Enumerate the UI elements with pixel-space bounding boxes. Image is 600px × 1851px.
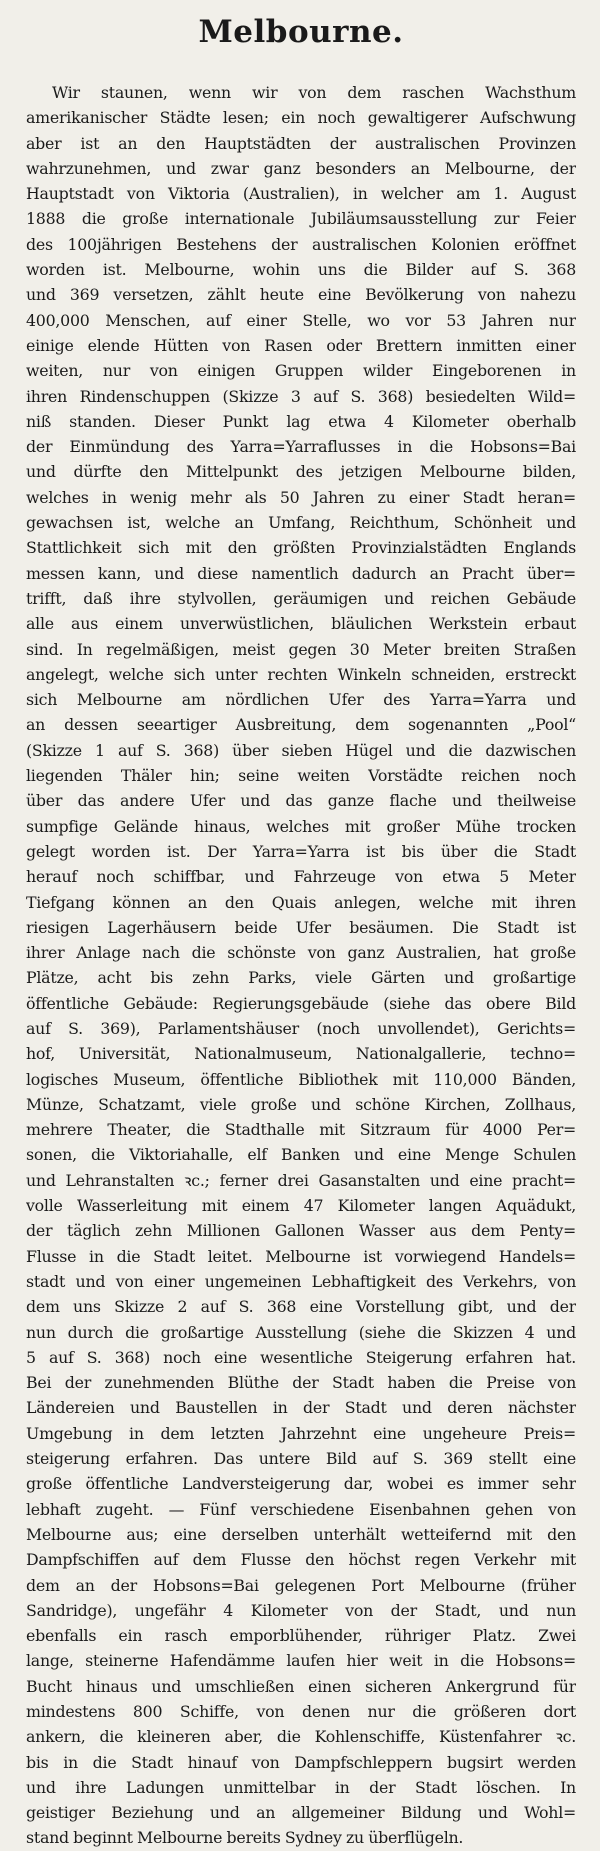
text-line: (Skizze 1 auf S. 368) über sieben Hügel und die dazwischen bbox=[26, 740, 576, 760]
text-line: 400,000 Menschen, auf einer Stelle, wo vor 53 Jahren nur bbox=[26, 310, 576, 330]
text-line: der Einmündung des Yarra=Yarraflusses in die Hobsons=Bai bbox=[26, 437, 576, 457]
text-line: angelegt, welche sich unter rechten Winkeln schneiden, erstreckt bbox=[26, 664, 576, 684]
text-line: Münze, Schatzamt, viele große und schöne Kirchen, Zollhaus, bbox=[26, 1094, 576, 1114]
text-line: und ihre Ladungen unmittelbar in der Stadt löschen. In bbox=[26, 1777, 576, 1797]
text-line: große öffentliche Landversteigerung dar, wobei es immer sehr bbox=[26, 1474, 576, 1494]
text-line: aber ist an den Hauptstädten der australischen Provinzen bbox=[26, 133, 576, 153]
text-line: gelegt worden ist. Der Yarra=Yarra ist bis über die Stadt bbox=[26, 841, 576, 861]
text-line: ihren Rindenschuppen (Skizze 3 auf S. 368) besiedelten Wild= bbox=[26, 386, 576, 406]
text-line: Bei der zunehmenden Blüthe der Stadt haben die Preise von bbox=[26, 1373, 576, 1393]
text-line: ebenfalls ein rasch emporblühender, rühriger Platz. Zwei bbox=[26, 1626, 576, 1646]
text-line: an dessen seeartiger Ausbreitung, dem sogenannten „Pool“ bbox=[26, 715, 576, 735]
text-line: weiten, nur von einigen Gruppen wilder Eingeborenen in bbox=[26, 361, 576, 381]
text-line: herauf noch schiffbar, und Fahrzeuge von etwa 5 Meter bbox=[26, 867, 576, 887]
text-line: bis in die Stadt hinauf von Dampfschleppern bugsirt werden bbox=[26, 1752, 576, 1772]
text-line: öffentliche Gebäude: Regierungsgebäude (siehe das obere Bild bbox=[26, 993, 576, 1013]
text-line: Sandridge), ungefähr 4 Kilometer von der Stadt, und nun bbox=[26, 1600, 576, 1620]
text-line: des 100jährigen Bestehens der australischen Kolonien eröffnet bbox=[26, 234, 576, 254]
text-line: volle Wasserleitung mit einem 47 Kilometer langen Aquädukt, bbox=[26, 1196, 576, 1216]
text-line: wahrzunehmen, und zwar ganz besonders an Melbourne, der bbox=[26, 158, 576, 178]
text-line: der täglich zehn Millionen Gallonen Wasser aus dem Penty= bbox=[26, 1221, 576, 1241]
text-line: Stattlichkeit sich mit den größten Provinzialstädten Englands bbox=[26, 538, 576, 558]
text-line: sumpfige Gelände hinaus, welches mit großer Mühe trocken bbox=[26, 816, 576, 836]
text-line: steigerung erfahren. Das untere Bild auf S. 369 stellt eine bbox=[26, 1449, 576, 1469]
text-line: niß standen. Dieser Punkt lag etwa 4 Kilometer oberhalb bbox=[26, 411, 576, 431]
text-line: ihrer Anlage nach die schönste von ganz Australien, hat große bbox=[26, 943, 576, 963]
text-line: geistiger Beziehung und an allgemeiner Bildung und Wohl= bbox=[26, 1803, 576, 1823]
text-line: über das andere Ufer und das ganze flache und theilweise bbox=[26, 791, 576, 811]
text-line: stand beginnt Melbourne bereits Sydney zu überflügeln. bbox=[26, 1828, 464, 1848]
text-line: Plätze, acht bis zehn Parks, viele Gärten und großartige bbox=[26, 968, 576, 988]
text-line: 5 auf S. 368) noch eine wesentliche Steigerung erfahren hat. bbox=[26, 1347, 576, 1367]
article-body bbox=[26, 80, 576, 1851]
text-line: Dampfschiffen auf dem Flusse den höchst regen Verkehr mit bbox=[26, 1550, 576, 1570]
text-line: und Lehranstalten ꝛc.; ferner drei Gasanstalten und eine pracht= bbox=[26, 1170, 576, 1190]
text-line: Bucht hinaus und umschließen einen sicheren Ankergrund für bbox=[26, 1676, 576, 1696]
text-line: stadt und von einer ungemeinen Lebhaftigkeit des Verkehrs, von bbox=[26, 1271, 576, 1291]
text-line: hof, Universität, Nationalmuseum, Nationalgallerie, techno= bbox=[26, 1044, 576, 1064]
article-title: Melbourne. bbox=[198, 14, 404, 50]
text-line: ankern, die kleineren aber, die Kohlenschiffe, Küstenfahrer ꝛc. bbox=[26, 1727, 576, 1747]
text-line: mehrere Theater, die Stadthalle mit Sitzraum für 4000 Per= bbox=[26, 1120, 576, 1140]
text-line: dem an der Hobsons=Bai gelegenen Port Melbourne (früher bbox=[26, 1575, 576, 1595]
text-line: alle aus einem unverwüstlichen, bläulichen Werkstein erbaut bbox=[26, 614, 576, 634]
text-line: auf S. 369), Parlamentshäuser (noch unvollendet), Gerichts= bbox=[26, 1018, 576, 1038]
text-line: einige elende Hütten von Rasen oder Brettern inmitten einer bbox=[26, 335, 576, 355]
text-line: Tiefgang können an den Quais anlegen, welche mit ihren bbox=[26, 892, 576, 912]
text-line: messen kann, und diese namentlich dadurch an Pracht über= bbox=[26, 563, 576, 583]
text-line: und dürfte den Mittelpunkt des jetzigen Melbourne bilden, bbox=[26, 462, 576, 482]
text-line: sind. In regelmäßigen, meist gegen 30 Meter breiten Straßen bbox=[26, 639, 576, 659]
text-line: lebhaft zugeht. — Fünf verschiedene Eisenbahnen gehen von bbox=[26, 1499, 576, 1519]
text-line: sich Melbourne am nördlichen Ufer des Yarra=Yarra und bbox=[26, 690, 576, 710]
text-line: und 369 versetzen, zählt heute eine Bevölkerung von nahezu bbox=[26, 285, 576, 305]
text-line: Melbourne aus; eine derselben unterhält wetteifernd mit den bbox=[26, 1524, 576, 1544]
text-line: welches in wenig mehr als 50 Jahren zu einer Stadt heran= bbox=[26, 487, 576, 507]
text-line: Umgebung in dem letzten Jahrzehnt eine ungeheure Preis= bbox=[26, 1423, 576, 1443]
text-line: Ländereien und Baustellen in der Stadt und deren nächster bbox=[26, 1398, 576, 1418]
text-line: logisches Museum, öffentliche Bibliothek mit 110,000 Bänden, bbox=[26, 1069, 576, 1089]
text-line: amerikanischer Städte lesen; ein noch gewaltigerer Aufschwung bbox=[26, 108, 576, 128]
text-line: riesigen Lagerhäusern beide Ufer besäumen. Die Stadt ist bbox=[26, 917, 576, 937]
text-line: nun durch die großartige Ausstellung (siehe die Skizzen 4 und bbox=[26, 1322, 576, 1342]
text-line: worden ist. Melbourne, wohin uns die Bilder auf S. 368 bbox=[26, 260, 576, 280]
text-line: mindestens 800 Schiffe, von denen nur die größeren dort bbox=[26, 1702, 576, 1721]
text-line: gewachsen ist, welche an Umfang, Reichthum, Schönheit und bbox=[26, 513, 576, 533]
text-line: Hauptstadt von Viktoria (Australien), in welcher am 1. August bbox=[26, 184, 576, 204]
text-line: lange, steinerne Hafendämme laufen hier weit in die Hobsons= bbox=[26, 1651, 576, 1671]
text-line: dem uns Skizze 2 auf S. 368 eine Vorstellung gibt, und der bbox=[26, 1297, 576, 1317]
text-line: Flusse in die Stadt leitet. Melbourne ist vorwiegend Handels= bbox=[26, 1246, 576, 1266]
text-line: Wir staunen, wenn wir von dem raschen Wachsthum bbox=[52, 83, 576, 102]
text-line: sonen, die Viktoriahalle, elf Banken und eine Menge Schulen bbox=[26, 1145, 576, 1165]
text-line: 1888 die große internationale Jubiläumsausstellung zur Feier bbox=[26, 209, 576, 229]
text-line: liegenden Thäler hin; seine weiten Vorstädte reichen noch bbox=[26, 766, 576, 786]
text-line: trifft, daß ihre stylvollen, geräumigen und reichen Gebäude bbox=[26, 588, 576, 608]
